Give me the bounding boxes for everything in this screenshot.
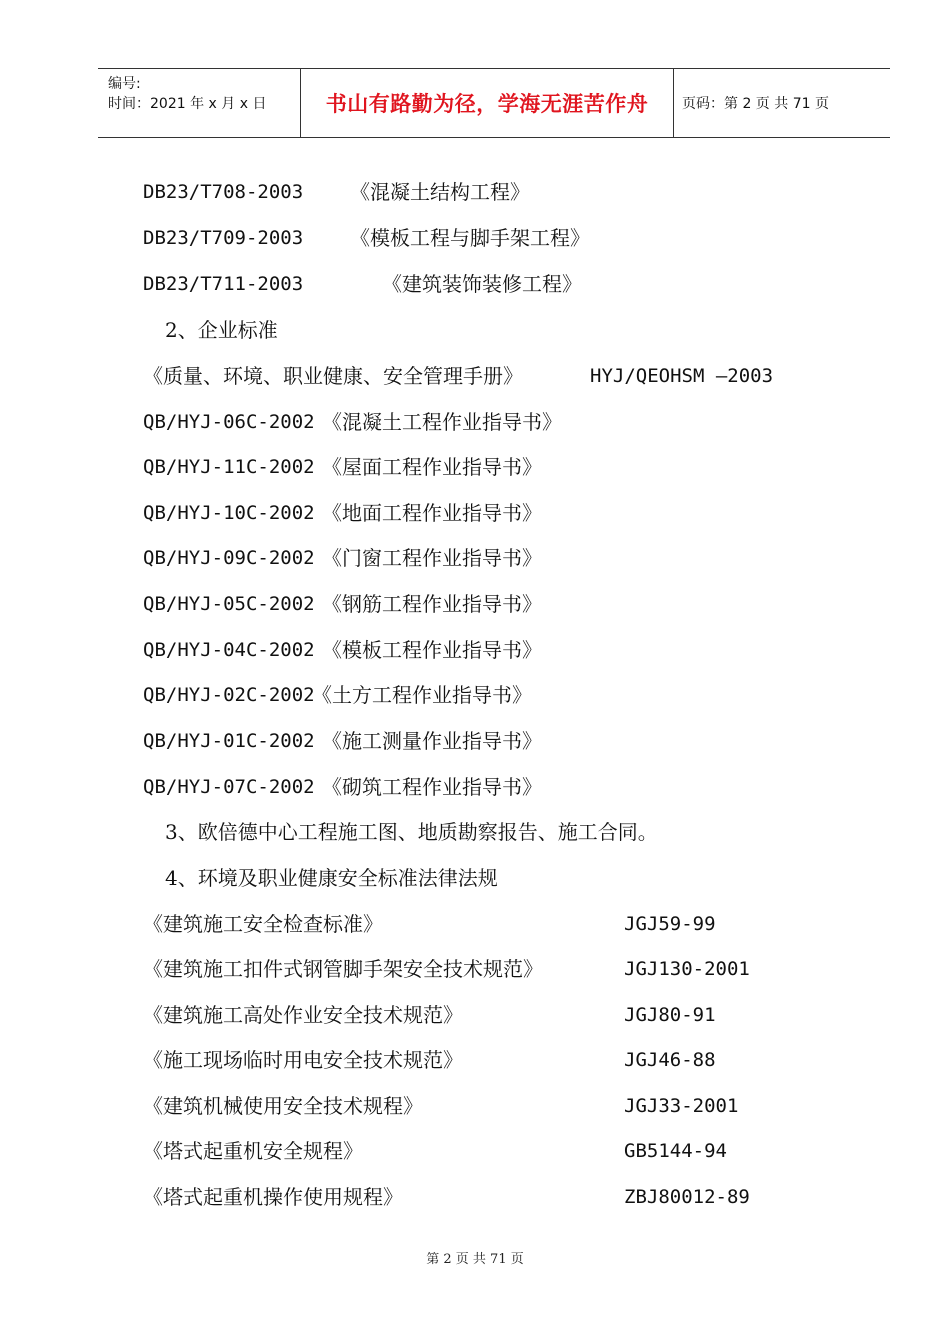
document-number-label: 编号:: [108, 76, 141, 92]
standard-code: QB/HYJ-06C-2002: [143, 411, 315, 433]
standard-title: 《施工测量作业指导书》: [322, 729, 542, 753]
section-heading: 3、欧倍德中心工程施工图、地质勘察报告、施工合同。: [165, 820, 658, 844]
standard-title: 《模板工程与脚手架工程》: [350, 226, 590, 250]
standard-title: 《砌筑工程作业指导书》: [322, 775, 542, 799]
standard-title: 《建筑装饰装修工程》: [382, 272, 582, 296]
law-code: JGJ130-2001: [624, 958, 750, 980]
standard-code: QB/HYJ-04C-2002: [143, 639, 315, 661]
law-title: 《建筑施工高处作业安全技术规范》: [143, 1003, 463, 1027]
standard-code: QB/HYJ-01C-2002: [143, 730, 315, 752]
page-footer: 第 2 页 共 71 页: [426, 1252, 524, 1267]
standard-code: QB/HYJ-10C-2002: [143, 502, 315, 524]
header-page-info: 页码：第 2 页 共 71 页: [682, 96, 829, 112]
law-title: 《建筑施工安全检查标准》: [143, 912, 383, 936]
law-code: JGJ46-88: [624, 1049, 716, 1071]
law-code: JGJ33-2001: [624, 1095, 739, 1117]
standard-code: QB/HYJ-07C-2002: [143, 776, 315, 798]
law-title: 《塔式起重机安全规程》: [143, 1139, 363, 1163]
standard-title: 《门窗工程作业指导书》: [322, 546, 542, 570]
header-meta-cell: [98, 69, 301, 137]
standard-code: DB23/T709-2003: [143, 227, 304, 249]
law-title: 《施工现场临时用电安全技术规范》: [143, 1048, 463, 1072]
standard-code: QB/HYJ-02C-2002: [143, 684, 315, 706]
law-code: GB5144-94: [624, 1140, 727, 1162]
standard-title: 《模板工程作业指导书》: [322, 638, 542, 662]
section-heading: 4、环境及职业健康安全标准法律法规: [165, 866, 498, 890]
standard-title: 《土方工程作业指导书》: [312, 683, 532, 707]
manual-title: 《质量、环境、职业健康、安全管理手册》: [143, 364, 523, 388]
manual-code: HYJ/QEOHSM —2003: [590, 365, 774, 387]
law-title: 《塔式起重机操作使用规程》: [143, 1185, 403, 1209]
standard-title: 《钢筋工程作业指导书》: [322, 592, 542, 616]
page-header: [98, 68, 890, 138]
standard-title: 《混凝土结构工程》: [350, 180, 530, 204]
section-heading: 2、企业标准: [165, 318, 278, 342]
standard-code: DB23/T708-2003: [143, 181, 304, 203]
law-code: JGJ80-91: [624, 1004, 716, 1026]
law-code: JGJ59-99: [624, 913, 716, 935]
header-page-cell: [674, 69, 890, 137]
header-motto-cell: [301, 69, 674, 137]
law-title: 《建筑施工扣件式钢管脚手架安全技术规范》: [143, 957, 543, 981]
standard-code: QB/HYJ-09C-2002: [143, 547, 315, 569]
law-title: 《建筑机械使用安全技术规程》: [143, 1094, 423, 1118]
document-date-label: 时间：2021 年 x 月 x 日: [108, 96, 267, 112]
standard-title: 《混凝土工程作业指导书》: [322, 410, 562, 434]
standard-title: 《地面工程作业指导书》: [322, 501, 542, 525]
standard-code: QB/HYJ-05C-2002: [143, 593, 315, 615]
standard-code: QB/HYJ-11C-2002: [143, 456, 315, 478]
standard-title: 《屋面工程作业指导书》: [322, 455, 542, 479]
standard-code: DB23/T711-2003: [143, 273, 304, 295]
law-code: ZBJ80012-89: [624, 1186, 750, 1208]
header-motto: 书山有路勤为径，学海无涯苦作舟: [325, 92, 649, 116]
